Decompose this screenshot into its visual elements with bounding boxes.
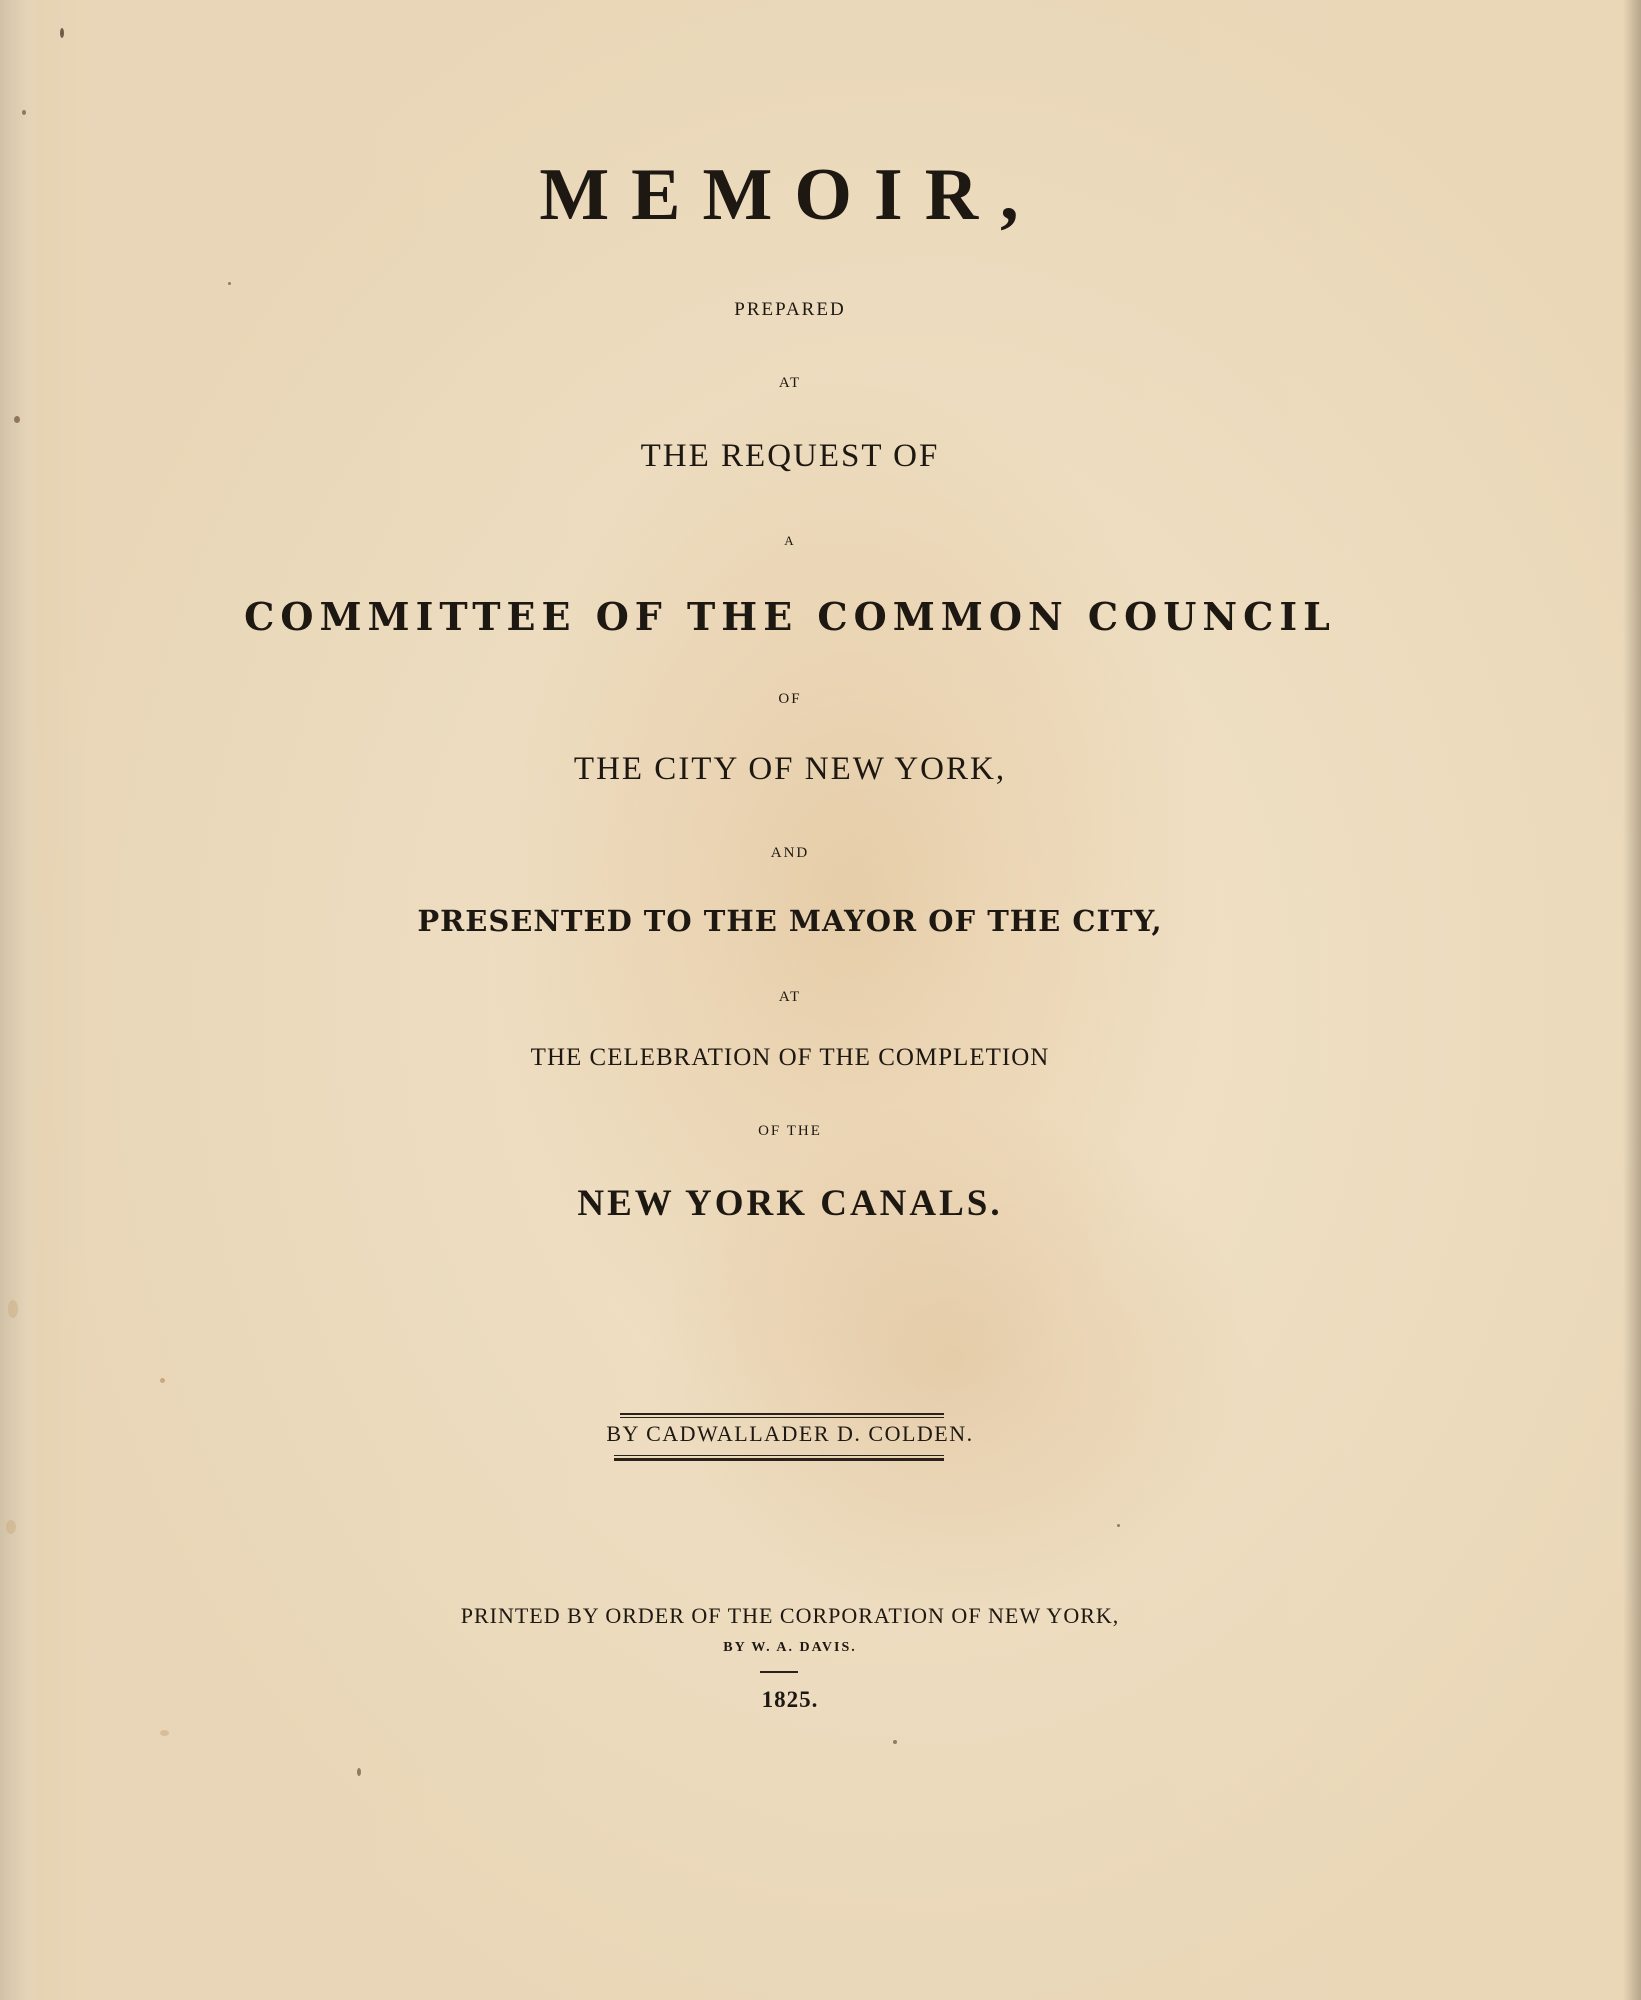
line-presented: PRESENTED TO THE MAYOR OF THE CITY, [417,904,1163,938]
memoir-title: MEMOIR, [539,154,1041,236]
imprint-line: PRINTED BY ORDER OF THE CORPORATION OF NEW YORK, [460,1603,1120,1628]
foxing-speck [160,1730,169,1736]
byline: BY CADWALLADER D. COLDEN. [606,1421,974,1446]
line-celebration: THE CELEBRATION OF THE COMPLETION [530,1044,1050,1071]
byline-bottom-rule [614,1458,944,1461]
line-committee: COMMITTEE OF THE COMMON COUNCIL [244,594,1336,639]
byline-top-rule [620,1413,944,1415]
line-of: OF [778,691,802,707]
foxing-speck [1117,1524,1120,1527]
foxing-speck [357,1768,361,1776]
line-and: AND [770,845,810,861]
line-prepared: PREPARED [734,299,846,320]
line-canals: NEW YORK CANALS. [577,1183,1003,1224]
foxing-speck [60,28,64,38]
line-request: THE REQUEST OF [640,438,940,474]
line-of-the: OF THE [758,1123,822,1139]
printer-line: BY W. A. DAVIS. [723,1640,857,1655]
byline-bottom-rule-thin [614,1455,944,1456]
year-line: 1825. [761,1687,819,1712]
foxing-speck [6,1520,16,1534]
foxing-speck [893,1740,897,1744]
foxing-speck [228,282,231,285]
byline-top-rule-thin [620,1417,944,1418]
printer-rule [760,1671,798,1673]
foxing-speck [22,110,26,115]
foxing-speck [14,416,20,423]
foxing-speck [8,1300,18,1318]
line-at-2: AT [778,989,802,1005]
line-at-1: AT [778,375,802,391]
foxing-speck [160,1378,165,1383]
line-city: THE CITY OF NEW YORK, [573,751,1007,787]
line-a: A [784,533,796,548]
